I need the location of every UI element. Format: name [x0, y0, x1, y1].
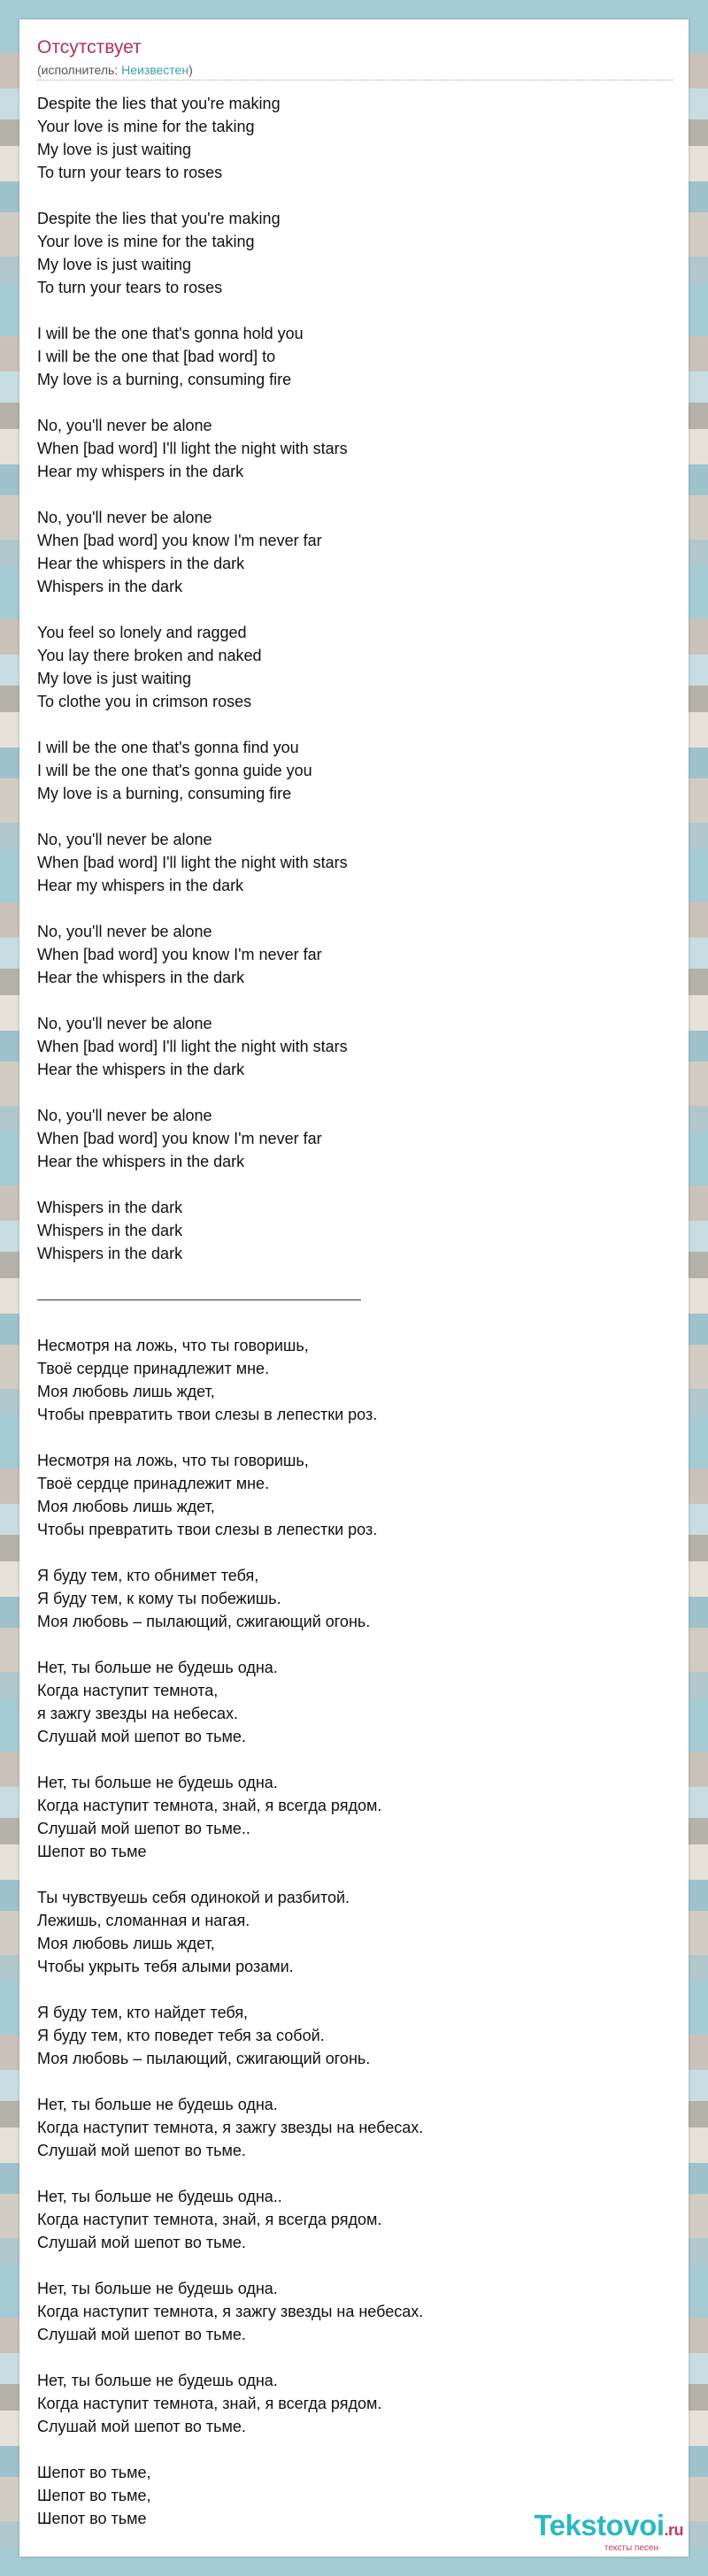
- artist-link[interactable]: Неизвестен: [121, 63, 189, 77]
- lyric-line: When [bad word] I'll light the night with stars: [37, 440, 348, 457]
- lyric-line: When [bad word] I'll light the night with stars: [37, 1038, 348, 1055]
- lyric-line: Когда наступит темнота, я зажгу звезды на небесах.: [37, 2119, 424, 2136]
- artist-prefix: (исполнитель:: [37, 63, 122, 77]
- stanza: [37, 506, 674, 598]
- lyric-line: Я буду тем, кто найдет тебя,: [37, 2004, 249, 2021]
- lyric-line: You lay there broken and naked: [37, 647, 262, 664]
- stanza: [37, 2093, 674, 2162]
- lyric-line: Я буду тем, к кому ты побежишь.: [37, 1590, 281, 1607]
- lyric-line: Whispers in the dark: [37, 1222, 183, 1239]
- lyric-line: When [bad word] I'll light the night with stars: [37, 854, 348, 871]
- lyric-line: Hear the whispers in the dark: [37, 555, 245, 572]
- lyric-line: You feel so lonely and ragged: [37, 624, 247, 641]
- stanza: [37, 92, 674, 184]
- site-brand[interactable]: [534, 2511, 683, 2553]
- stanza: [37, 1104, 674, 1173]
- lyric-line: When [bad word] you know I'm never far: [37, 1130, 322, 1147]
- brand-logo: [534, 2511, 683, 2545]
- lyric-line: Я буду тем, кто поведет тебя за собой.: [37, 2027, 325, 2044]
- lyric-line: Когда наступит темнота, я зажгу звезды на небесах.: [37, 2303, 424, 2320]
- lyric-line: Нет, ты больше не будешь одна.: [37, 2372, 278, 2389]
- lyric-line: я зажгу звезды на небесах.: [37, 1705, 238, 1722]
- lyric-line: Нет, ты больше не будешь одна..: [37, 2188, 282, 2205]
- lyric-line: Твоё сердце принадлежит мне.: [37, 1475, 270, 1492]
- lyric-line: Чтобы превратить твои слезы в лепестки роз.: [37, 1521, 378, 1538]
- lyric-line: Моя любовь – пылающий, сжигающий огонь.: [37, 2050, 371, 2067]
- lyrics-text: [37, 92, 674, 2553]
- stanza: [37, 207, 674, 299]
- lyric-line: My love is just waiting: [37, 256, 192, 273]
- stanza: [37, 1449, 674, 1541]
- lyric-line: When [bad word] you know I'm never far: [37, 946, 322, 963]
- lyric-line: Your love is mine for the taking: [37, 233, 255, 250]
- stanza: [37, 2001, 674, 2070]
- stanza: [37, 736, 674, 805]
- lyric-line: Слушай мой шепот во тьме.: [37, 2418, 246, 2435]
- lyrics-translation: [37, 1334, 674, 2530]
- song-title: Отсутствует: [37, 37, 142, 58]
- artist-line: [37, 63, 193, 77]
- translation-divider: [37, 1288, 674, 1311]
- lyric-line: Шепот во тьме: [37, 1843, 147, 1860]
- lyric-line: Слушай мой шепот во тьме..: [37, 1820, 250, 1837]
- lyric-line: I will be the one that's gonna hold you: [37, 325, 304, 342]
- lyric-line: Нет, ты больше не будешь одна.: [37, 1774, 278, 1791]
- lyric-line: I will be the one that's gonna guide you: [37, 762, 312, 779]
- lyric-line: To clothe you in crimson roses: [37, 693, 252, 710]
- lyric-line: I will be the one that [bad word] to: [37, 348, 276, 365]
- lyric-line: Hear the whispers in the dark: [37, 1153, 245, 1170]
- brand-tld: .ru: [664, 2521, 683, 2539]
- lyric-line: Нет, ты больше не будешь одна.: [37, 1659, 278, 1676]
- lyric-line: No, you'll never be alone: [37, 417, 212, 434]
- lyric-line: No, you'll never be alone: [37, 1015, 212, 1032]
- lyric-line: Моя любовь лишь ждет,: [37, 1498, 215, 1515]
- lyric-line: Whispers in the dark: [37, 1199, 183, 1216]
- lyric-line: Твоё сердце принадлежит мне.: [37, 1360, 270, 1377]
- lyric-line: I will be the one that's gonna find you: [37, 739, 299, 756]
- artist-suffix: ): [189, 63, 193, 77]
- lyric-line: Шепот во тьме,: [37, 2487, 151, 2504]
- lyric-line: Моя любовь – пылающий, сжигающий огонь.: [37, 1613, 371, 1630]
- lyric-line: Your love is mine for the taking: [37, 118, 255, 135]
- lyric-line: Despite the lies that you're making: [37, 210, 281, 227]
- lyric-line: Я буду тем, кто обнимет тебя,: [37, 1567, 259, 1584]
- lyric-line: No, you'll never be alone: [37, 1107, 212, 1124]
- brand-name: Tekstovoi: [534, 2509, 665, 2542]
- lyric-line: Когда наступит темнота, знай, я всегда рядом.: [37, 2395, 382, 2412]
- lyric-line: Чтобы превратить твои слезы в лепестки роз.: [37, 1406, 378, 1423]
- stanza: [37, 828, 674, 897]
- stanza: [37, 1656, 674, 1748]
- lyric-line: Hear the whispers in the dark: [37, 1061, 245, 1078]
- lyric-line: Ты чувствуешь себя одинокой и разбитой.: [37, 1889, 350, 1906]
- stanza: [37, 414, 674, 483]
- lyric-line: Моя любовь лишь ждет,: [37, 1935, 215, 1952]
- lyric-line: Whispers in the dark: [37, 1245, 183, 1262]
- stanza: [37, 322, 674, 391]
- lyric-line: Когда наступит темнота, знай, я всегда рядом.: [37, 1797, 382, 1814]
- stanza: [37, 1564, 674, 1633]
- lyric-line: Hear the whispers in the dark: [37, 969, 245, 986]
- brand-tagline: тексты песен: [604, 2543, 658, 2553]
- stanza: [37, 1196, 674, 1265]
- lyrics-card: [19, 19, 689, 2557]
- stanza: [37, 1012, 674, 1081]
- stanza: [37, 920, 674, 989]
- lyric-line: Шепот во тьме,: [37, 2464, 151, 2481]
- lyric-line: Шепот во тьме: [37, 2510, 147, 2527]
- lyric-line: No, you'll never be alone: [37, 923, 212, 940]
- lyric-line: Hear my whispers in the dark: [37, 877, 244, 894]
- lyric-line: To turn your tears to roses: [37, 164, 223, 181]
- lyric-line: Нет, ты больше не будешь одна.: [37, 2096, 278, 2113]
- stanza: [37, 1886, 674, 1978]
- lyric-line: My love is a burning, consuming fire: [37, 371, 292, 388]
- lyric-line: Моя любовь лишь ждет,: [37, 1383, 215, 1400]
- lyric-line: Лежишь, сломанная и нагая.: [37, 1912, 250, 1929]
- lyric-line: Hear my whispers in the dark: [37, 463, 244, 480]
- lyric-line: To turn your tears to roses: [37, 279, 223, 296]
- lyric-line: Whispers in the dark: [37, 578, 183, 595]
- lyric-line: My love is a burning, consuming fire: [37, 785, 292, 802]
- lyric-line: Когда наступит темнота, знай, я всегда рядом.: [37, 2211, 382, 2228]
- stanza: [37, 621, 674, 713]
- lyric-line: Слушай мой шепот во тьме.: [37, 2326, 246, 2343]
- stanza: [37, 2277, 674, 2346]
- lyric-line: Despite the lies that you're making: [37, 95, 281, 112]
- stanza: [37, 1334, 674, 1426]
- lyric-line: Слушай мой шепот во тьме.: [37, 2142, 246, 2159]
- lyric-line: Несмотря на ложь, что ты говоришь,: [37, 1337, 309, 1354]
- lyric-line: My love is just waiting: [37, 670, 192, 687]
- lyric-line: When [bad word] you know I'm never far: [37, 532, 322, 549]
- stanza: [37, 2369, 674, 2438]
- lyric-line: My love is just waiting: [37, 141, 192, 158]
- stanza: [37, 1771, 674, 1863]
- stanza: [37, 2185, 674, 2254]
- lyric-line: Когда наступит темнота,: [37, 1682, 219, 1699]
- lyric-line: Слушай мой шепот во тьме.: [37, 2234, 246, 2251]
- lyric-line: Несмотря на ложь, что ты говоришь,: [37, 1452, 309, 1469]
- lyrics-original: [37, 92, 674, 1265]
- lyric-line: Чтобы укрыть тебя алыми розами.: [37, 1958, 294, 1975]
- lyric-line: Слушай мой шепот во тьме.: [37, 1728, 246, 1745]
- lyric-line: Нет, ты больше не будешь одна.: [37, 2280, 278, 2297]
- lyric-line: No, you'll never be alone: [37, 509, 212, 526]
- lyric-line: No, you'll never be alone: [37, 831, 212, 848]
